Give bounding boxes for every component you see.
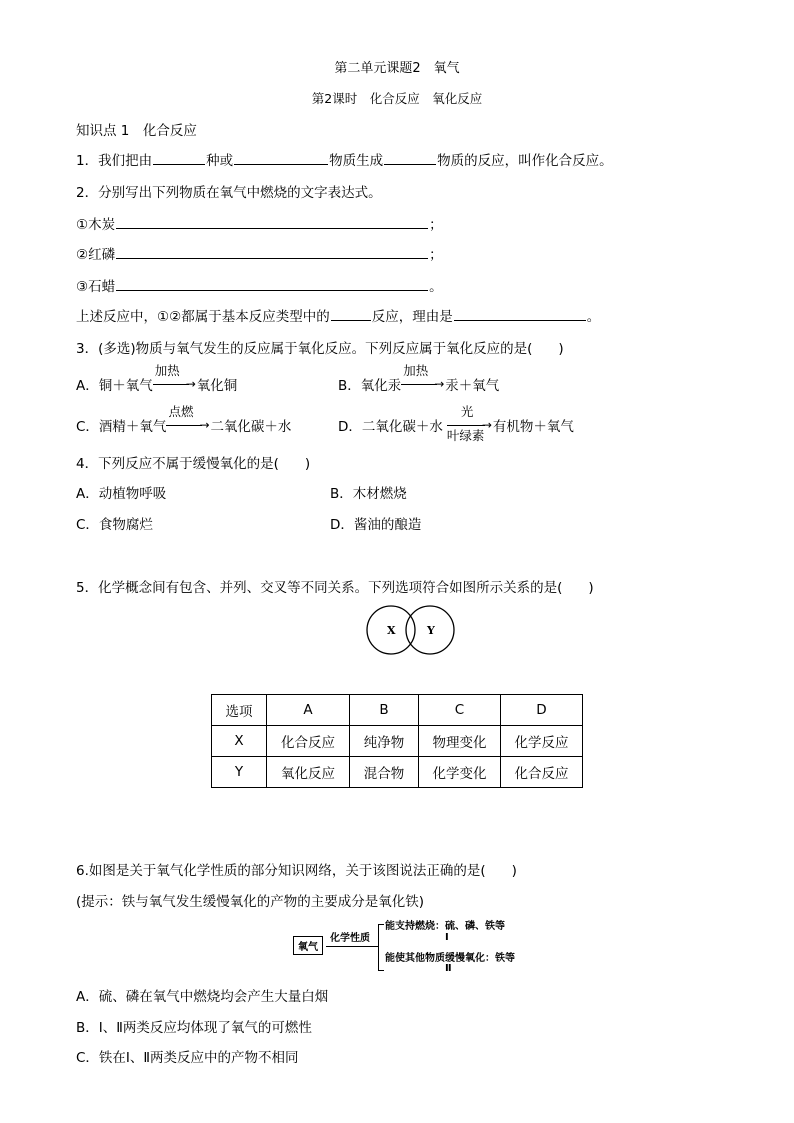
question-4-stem: 4．下列反应不属于缓慢氧化的是( ) (76, 456, 311, 472)
venn-label-y: Y (427, 624, 435, 637)
q1-text-4: 物质的反应，叫作化合反应。 (437, 153, 613, 169)
q6-hint: (提示：铁与氧气发生缓慢氧化的产物的主要成分是氧化铁) (76, 894, 425, 910)
q2-item-2: ②红磷 ； (76, 243, 443, 263)
table-row (212, 757, 583, 788)
map-top-number: Ⅰ (445, 932, 449, 943)
q2-blank-2[interactable] (116, 244, 428, 259)
question-1 (76, 149, 613, 169)
q2-blank-1[interactable] (116, 214, 428, 229)
arrow-icon: 加热 → (154, 363, 196, 391)
q3-option-a: A．铜＋氧气 加热 → 氧化铜 (76, 363, 238, 394)
q6-option-c: C．铁在Ⅰ、Ⅱ两类反应中的产物不相同 (76, 1050, 299, 1066)
question-3-stem: 3．(多选)物质与氧气发生的反应属于氧化反应。下列反应属于氧化反应的是( ) (76, 341, 564, 357)
q4-option-a: A．动植物呼吸 (76, 486, 167, 502)
table-header-row (212, 695, 583, 726)
q2-item-3: ③石蜡 。 (76, 275, 443, 295)
table-cell: 氧化反应 (267, 757, 350, 788)
venn-label-x: X (387, 624, 396, 637)
q1-text-3: 物质生成 (329, 153, 384, 169)
table-cell: 化合反应 (267, 726, 350, 757)
table-cell: 纯净物 (350, 726, 419, 757)
venn-diagram (360, 600, 464, 662)
q4-option-c: C．食物腐烂 (76, 517, 153, 533)
table-cell: 物理变化 (419, 726, 501, 757)
q3-option-d: D．二氧化碳＋水 光 → 叶绿素 有机物＋氧气 (338, 404, 574, 443)
q4-option-b: B．木材燃烧 (330, 486, 407, 502)
page-subtitle: 第2课时 化合反应 氧化反应 (311, 91, 483, 106)
knowledge-map (290, 914, 550, 976)
table-header-cell: D (501, 695, 583, 726)
options-table (211, 694, 583, 788)
q2-blank-3[interactable] (116, 276, 428, 291)
map-bottom-branch: 能使其他物质缓慢氧化：铁等 (385, 953, 515, 964)
q3-option-c: C．酒精＋氧气 点燃 → 二氧化碳＋水 (76, 404, 292, 435)
question-6-stem: 6.如图是关于氧气化学性质的部分知识网络，关于该图说法正确的是( ) (76, 863, 517, 879)
map-branch-label: 化学性质 (330, 933, 370, 944)
arrow-icon: 点燃 → (168, 404, 210, 432)
table-cell: 混合物 (350, 757, 419, 788)
arrow-icon: 加热 → (403, 363, 445, 391)
table-header-cell: B (350, 695, 419, 726)
q6-option-b: B．Ⅰ、Ⅱ两类反应均体现了氧气的可燃性 (76, 1020, 312, 1036)
table-cell: X (212, 726, 267, 757)
map-top-branch: 能支持燃烧：硫、磷、铁等 (385, 921, 505, 932)
table-header-cell: 选项 (212, 695, 267, 726)
q1-blank-1[interactable] (153, 150, 205, 165)
q2-summary: 上述反应中，①②都属于基本反应类型中的 反应，理由是 。 (76, 305, 600, 325)
q3-option-b: B．氧化汞 加热 → 汞＋氧气 (338, 363, 500, 394)
q4-option-d: D．酱油的酿造 (330, 517, 422, 533)
table-row (212, 726, 583, 757)
table-header-cell: C (419, 695, 501, 726)
q6-option-a: A．硫、磷在氧气中燃烧均会产生大量白烟 (76, 989, 329, 1005)
page-title: 第二单元课题2 氧气 (334, 61, 460, 76)
q1-text-1: 1．我们把由 (76, 153, 153, 169)
q1-blank-3[interactable] (384, 150, 436, 165)
table-cell: 化学变化 (419, 757, 501, 788)
question-2-stem: 2．分别写出下列物质在氧气中燃烧的文字表达式。 (76, 185, 382, 201)
table-cell: Y (212, 757, 267, 788)
q1-text-2: 种或 (206, 153, 234, 169)
table-cell: 化学反应 (501, 726, 583, 757)
map-bottom-number: Ⅱ (445, 963, 452, 974)
table-cell: 化合反应 (501, 757, 583, 788)
question-5-stem: 5．化学概念间有包含、并列、交叉等不同关系。下列选项符合如图所示关系的是( ) (76, 580, 594, 596)
map-root-box: 氧气 (293, 936, 323, 955)
q2-blank-type[interactable] (331, 306, 371, 321)
table-header-cell: A (267, 695, 350, 726)
q1-blank-2[interactable] (234, 150, 328, 165)
knowledge-point-heading: 知识点 1 化合反应 (76, 123, 197, 139)
map-connector (326, 946, 378, 947)
arrow-icon: 光 → 叶绿素 (446, 404, 492, 443)
q2-item-1: ①木炭 ； (76, 213, 443, 233)
map-bracket (378, 924, 384, 971)
q2-blank-reason[interactable] (454, 306, 586, 321)
